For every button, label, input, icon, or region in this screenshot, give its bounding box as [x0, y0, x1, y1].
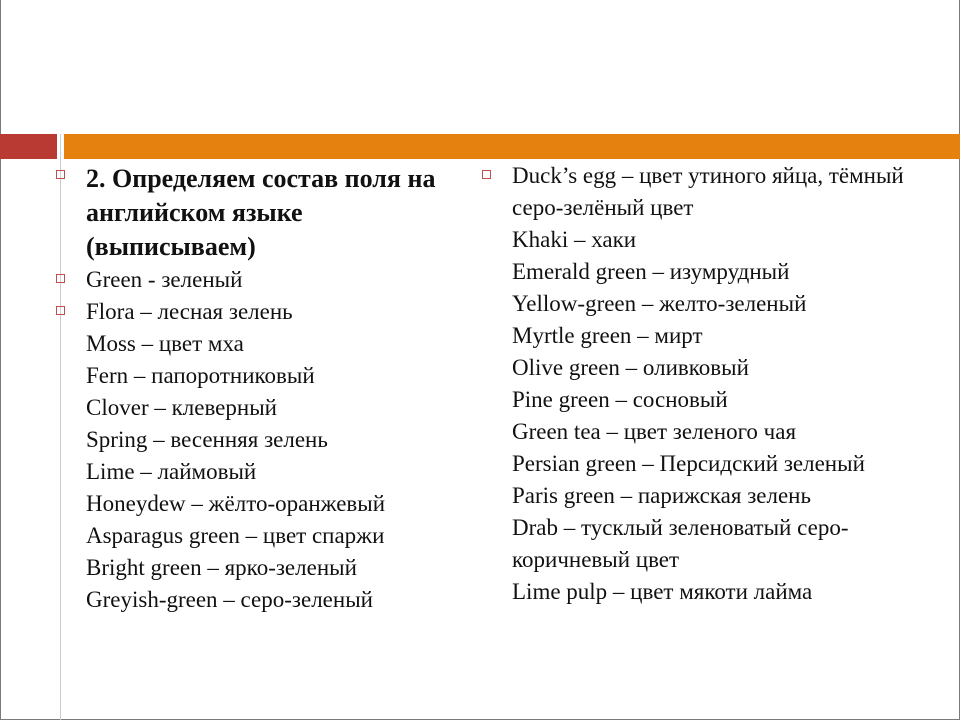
- section-heading: [56, 160, 476, 264]
- list-item-text: Olive green – оливковый: [512, 355, 749, 380]
- list-item: [56, 424, 476, 456]
- list-item: [56, 328, 476, 360]
- list-item: [56, 584, 476, 616]
- slide-border-left: [0, 0, 1, 720]
- square-bullet-icon: [56, 170, 65, 179]
- list-item-text: Honeydew – жёлто-оранжевый: [86, 491, 386, 516]
- left-column: [56, 160, 476, 616]
- list-item-text: Drab – тусклый зеленоватый серо-коричневый цвет: [512, 515, 849, 572]
- title-band-red: [0, 134, 57, 159]
- list-item: [482, 480, 952, 512]
- list-item-text: Yellow-green – желто-зеленый: [512, 291, 807, 316]
- list-item: [482, 512, 952, 576]
- list-item-text: Emerald green – изумрудный: [512, 259, 790, 284]
- list-item: [56, 520, 476, 552]
- list-item: [482, 352, 952, 384]
- list-item: [482, 160, 952, 224]
- list-item: [56, 296, 476, 328]
- list-item-text: Asparagus green – цвет спаржи: [86, 523, 385, 548]
- list-item: [482, 448, 952, 480]
- list-item: [56, 488, 476, 520]
- list-item: [482, 384, 952, 416]
- list-item-text: Pine green – сосновый: [512, 387, 728, 412]
- list-item-text: Flora – лесная зелень: [86, 299, 293, 324]
- list-item-text: Green tea – цвет зеленого чая: [512, 419, 797, 444]
- square-bullet-icon: [56, 306, 65, 315]
- list-item-text: Moss – цвет мха: [86, 331, 244, 356]
- list-item: [482, 224, 952, 256]
- list-item: [482, 416, 952, 448]
- list-item-text: Lime pulp – цвет мякоти лайма: [512, 579, 813, 604]
- heading-text: 2. Определяем состав поля на английском языке (выписываем): [86, 164, 436, 261]
- list-item: [56, 552, 476, 584]
- list-item-text: Fern – папоротниковый: [86, 363, 315, 388]
- list-item-text: Spring – весенняя зелень: [86, 427, 328, 452]
- list-item: [56, 456, 476, 488]
- list-item-text: Lime – лаймовый: [86, 459, 257, 484]
- list-item-text: Myrtle green – мирт: [512, 323, 703, 348]
- square-bullet-icon: [482, 170, 491, 179]
- list-item-text: Khaki – хаки: [512, 227, 637, 252]
- list-item: [482, 256, 952, 288]
- list-item: [482, 288, 952, 320]
- list-item: [56, 392, 476, 424]
- list-item: [482, 576, 952, 608]
- right-column: [482, 160, 952, 608]
- list-item-text: Persian green – Персидский зеленый: [512, 451, 865, 476]
- square-bullet-icon: [56, 274, 65, 283]
- list-item: [482, 320, 952, 352]
- list-item: [56, 264, 476, 296]
- list-item: [56, 360, 476, 392]
- list-item-text: Bright green – ярко-зеленый: [86, 555, 357, 580]
- title-band-orange: [64, 134, 960, 159]
- list-item-text: Greyish-green – серо-зеленый: [86, 587, 373, 612]
- list-item-text: Green - зеленый: [86, 267, 243, 292]
- list-item-text: Duck’s egg – цвет утиного яйца, тёмный серо-зелёный цвет: [512, 163, 904, 220]
- list-item-text: Paris green – парижская зелень: [512, 483, 811, 508]
- list-item-text: Clover – клеверный: [86, 395, 277, 420]
